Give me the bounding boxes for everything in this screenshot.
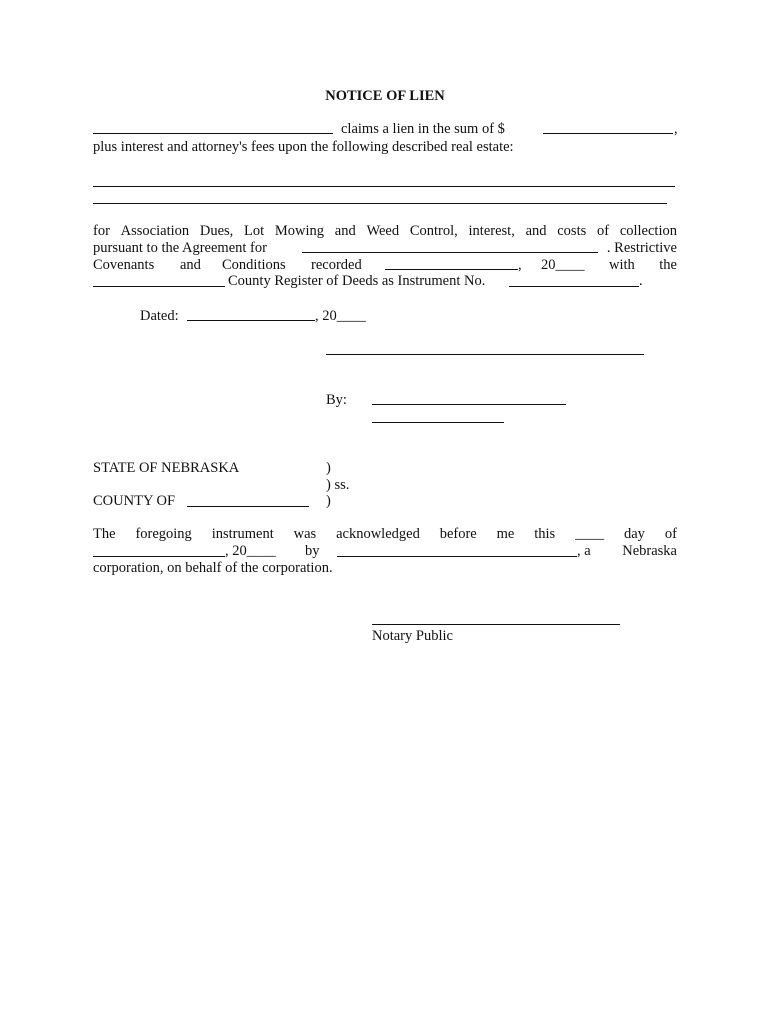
document-title: NOTICE OF LIEN	[325, 88, 445, 104]
p2-l3-w3: Conditions	[222, 257, 286, 273]
by-signature-line	[372, 404, 566, 405]
agreement-blank	[302, 252, 598, 253]
real-estate-blank-2	[93, 203, 667, 204]
p2-line2-start: pursuant to the Agreement for	[93, 240, 267, 256]
p2-line1-word: Lot	[244, 223, 265, 239]
p2-l3-with: with	[609, 257, 635, 273]
ack-line1-word: day	[623, 526, 645, 542]
p2-line2-end: . Restrictive	[606, 240, 677, 256]
p2-l3-w1: Covenants	[93, 257, 155, 273]
p2-l3-comma: ,	[518, 257, 522, 273]
by-title-line	[372, 422, 504, 423]
ack-line1-word: foregoing	[135, 526, 192, 542]
p2-line1-word: and	[525, 223, 547, 239]
claimant-blank	[93, 133, 333, 134]
ack-a: , a	[577, 543, 591, 559]
association-signature-line	[326, 354, 644, 355]
ack-line1-word: this	[534, 526, 556, 542]
sum-comma: ,	[674, 121, 678, 137]
p2-line1-word: Weed	[366, 223, 400, 239]
p2-l3-w4: recorded	[311, 257, 362, 273]
ack-line1-word: The	[93, 526, 116, 542]
p2-line1-word: Mowing	[274, 223, 325, 239]
ack-line1-word: acknowledged	[336, 526, 420, 542]
county-label: COUNTY OF	[93, 493, 176, 509]
county-register-blank	[93, 286, 225, 287]
ack-nebraska: Nebraska	[622, 543, 677, 559]
ack-line1-word: me	[496, 526, 515, 542]
dated-blank	[187, 320, 315, 321]
claims-text: claims a lien in the sum of $	[341, 121, 505, 137]
ack-year: , 20____	[225, 543, 276, 559]
ack-by: by	[305, 543, 320, 559]
p2-line1-word: and	[334, 223, 356, 239]
instrument-no-blank	[509, 286, 639, 287]
recorded-date-blank	[385, 269, 518, 270]
venue-paren-2: ) ss.	[326, 477, 350, 493]
dated-label: Dated:	[140, 308, 179, 324]
sum-blank	[543, 133, 673, 134]
ack-line1-word: ____	[575, 526, 605, 542]
p1-line2: plus interest and attorney's fees upon the following described real estate:	[93, 139, 514, 155]
notary-signature-line	[372, 624, 620, 625]
dated-year: , 20____	[315, 308, 366, 324]
ack-line1-word: of	[664, 526, 677, 542]
ack-line1-word: instrument	[211, 526, 274, 542]
venue-paren-1: )	[326, 460, 331, 476]
p2-l3-year: 20____	[541, 257, 585, 273]
real-estate-blank-1	[93, 186, 675, 187]
p2-line1-word: interest,	[468, 223, 515, 239]
county-blank	[187, 506, 309, 507]
p2-line1-word: collection	[619, 223, 677, 239]
p2-line1-word: of	[596, 223, 610, 239]
ack-officer-blank	[337, 556, 577, 557]
p2-l3-the: the	[659, 257, 677, 273]
p2-line4-text: County Register of Deeds as Instrument No.	[228, 273, 486, 289]
p2-line1-word: Association	[120, 223, 190, 239]
ack-line1-word: before	[439, 526, 477, 542]
ack-line3: corporation, on behalf of the corporation.	[93, 560, 333, 576]
state-label: STATE OF NEBRASKA	[93, 460, 240, 476]
p2-line1-word: for	[93, 223, 110, 239]
p2-line1	[93, 223, 677, 240]
p2-line1-word: Control,	[409, 223, 458, 239]
ack-line1	[93, 526, 677, 543]
p2-line1-word: costs	[557, 223, 587, 239]
ack-line1-word: was	[293, 526, 317, 542]
notary-label: Notary Public	[372, 628, 453, 644]
by-label: By:	[326, 392, 347, 408]
venue-paren-3: )	[326, 493, 331, 509]
ack-date-blank	[93, 556, 225, 557]
p2-l3-w2: and	[180, 257, 201, 273]
p2-line1-word: Dues,	[199, 223, 234, 239]
p2-line4-end: .	[639, 273, 643, 289]
